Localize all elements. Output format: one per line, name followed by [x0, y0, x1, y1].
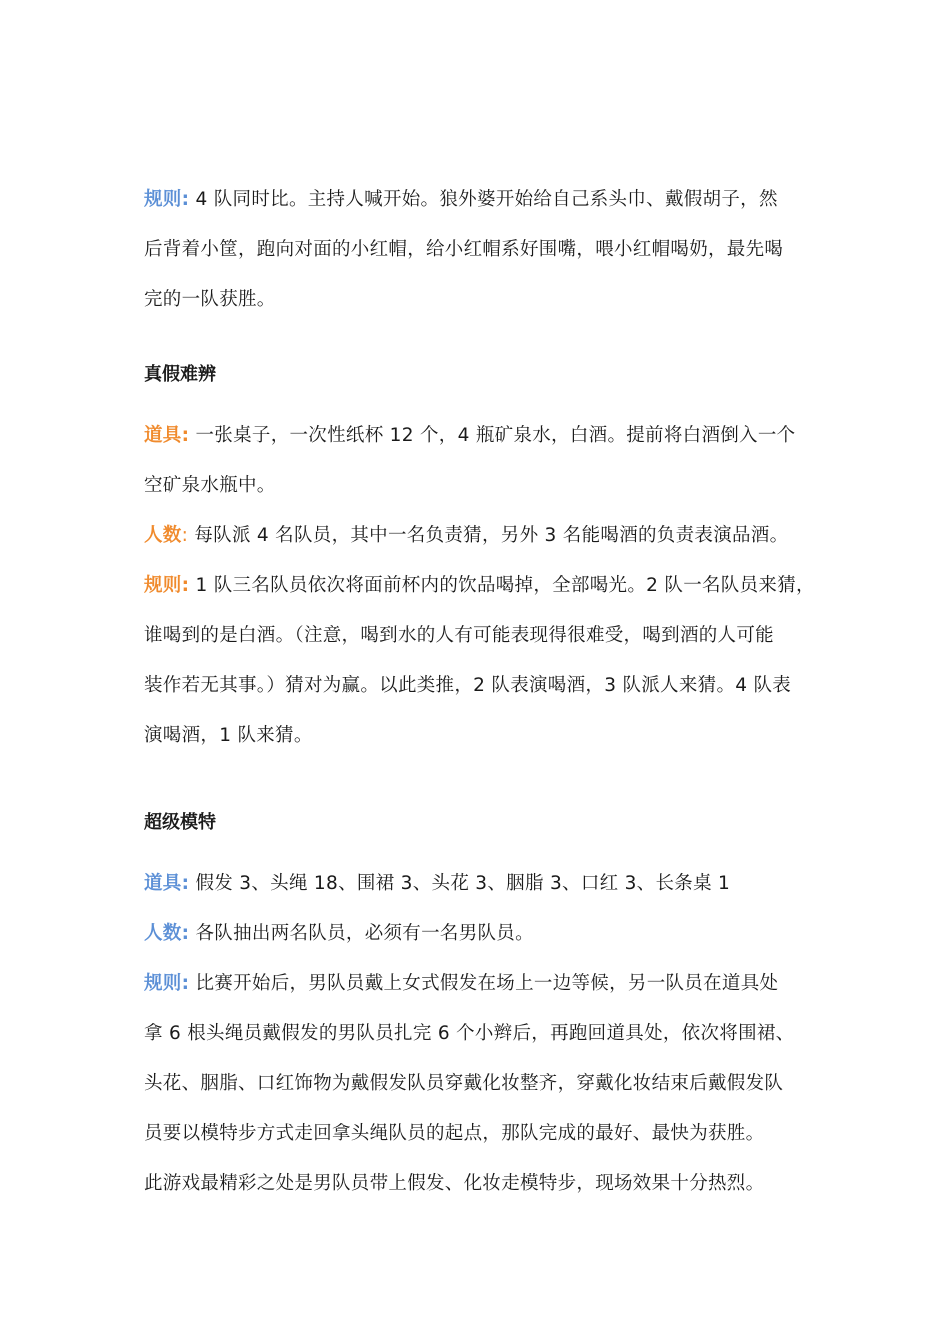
section-super-model-body: [144, 859, 824, 1209]
rule-line-2: 拿 6 根头绳员戴假发的男队员扎完 6 个小辫后，再跑回道具处，依次将围裙、: [144, 1023, 795, 1044]
section-title: 真假难辨: [144, 364, 216, 385]
rule-line-2: 后背着小筐，跑向对面的小红帽，给小红帽系好围嘴，喂小红帽喝奶，最先喝: [144, 239, 784, 260]
rule-text: 1 队三名队员依次将面前杯内的饮品喝掉，全部喝光。2 队一名队员来猜，: [195, 575, 815, 596]
rule-line-1: [144, 175, 824, 225]
props-label: 道具:: [144, 425, 190, 446]
rule-line-3: 头花、胭脂、口红饰物为戴假发队员穿戴化妆整齐，穿戴化妆结束后戴假发队: [144, 1073, 784, 1094]
rule-line-3: 完的一队获胜。: [144, 289, 276, 310]
props-line-1: [144, 411, 824, 461]
people-text: 每队派 4 名队员，其中一名负责猜，另外 3 名能喝酒的负责表演品酒。: [194, 525, 789, 546]
rule-line-1: [144, 959, 824, 1009]
rule-text: 比赛开始后，男队员戴上女式假发在场上一边等候，另一队员在道具处: [195, 973, 779, 994]
section-little-red-riding-hood: [144, 175, 824, 325]
rule-label: 规则:: [144, 189, 190, 210]
props-text: 假发 3、头绳 18、围裙 3、头花 3、胭脂 3、口红 3、长条桌 1: [195, 873, 731, 894]
rule-label: 规则:: [144, 973, 190, 994]
props-line: [144, 859, 824, 909]
people-label: 人数: [144, 525, 182, 546]
rule-label: 规则:: [144, 575, 190, 596]
rule-line-1: [144, 561, 824, 611]
rule-line-4: 演喝酒，1 队来猜。: [144, 725, 313, 746]
people-text: 各队抽出两名队员，必须有一名男队员。: [195, 923, 534, 944]
people-line: [144, 511, 824, 561]
props-line-2: 空矿泉水瓶中。: [144, 475, 276, 496]
rule-line-5: 此游戏最精彩之处是男队员带上假发、化妆走模特步，现场效果十分热烈。: [144, 1173, 765, 1194]
rule-text: 4 队同时比。主持人喊开始。狼外婆开始给自己系头巾、戴假胡子，然: [195, 189, 778, 210]
section-title: 超级模特: [144, 812, 216, 833]
rule-line-4: 员要以模特步方式走回拿头绳队员的起点，那队完成的最好、最快为获胜。: [144, 1123, 765, 1144]
people-label: 人数:: [144, 923, 190, 944]
section-true-or-false-body: [144, 411, 824, 761]
rule-line-3: 装作若无其事。）猜对为赢。以此类推，2 队表演喝酒，3 队派人来猜。4 队表: [144, 675, 792, 696]
props-text: 一张桌子，一次性纸杯 12 个，4 瓶矿泉水，白酒。提前将白酒倒入一个: [195, 425, 796, 446]
people-line: [144, 909, 824, 959]
section-true-or-false: [144, 350, 824, 400]
rule-line-2: 谁喝到的是白酒。（注意，喝到水的人有可能表现得很难受，喝到酒的人可能: [144, 625, 774, 646]
props-label: 道具:: [144, 873, 190, 894]
section-super-model: [144, 798, 824, 848]
people-separator: :: [181, 525, 189, 546]
